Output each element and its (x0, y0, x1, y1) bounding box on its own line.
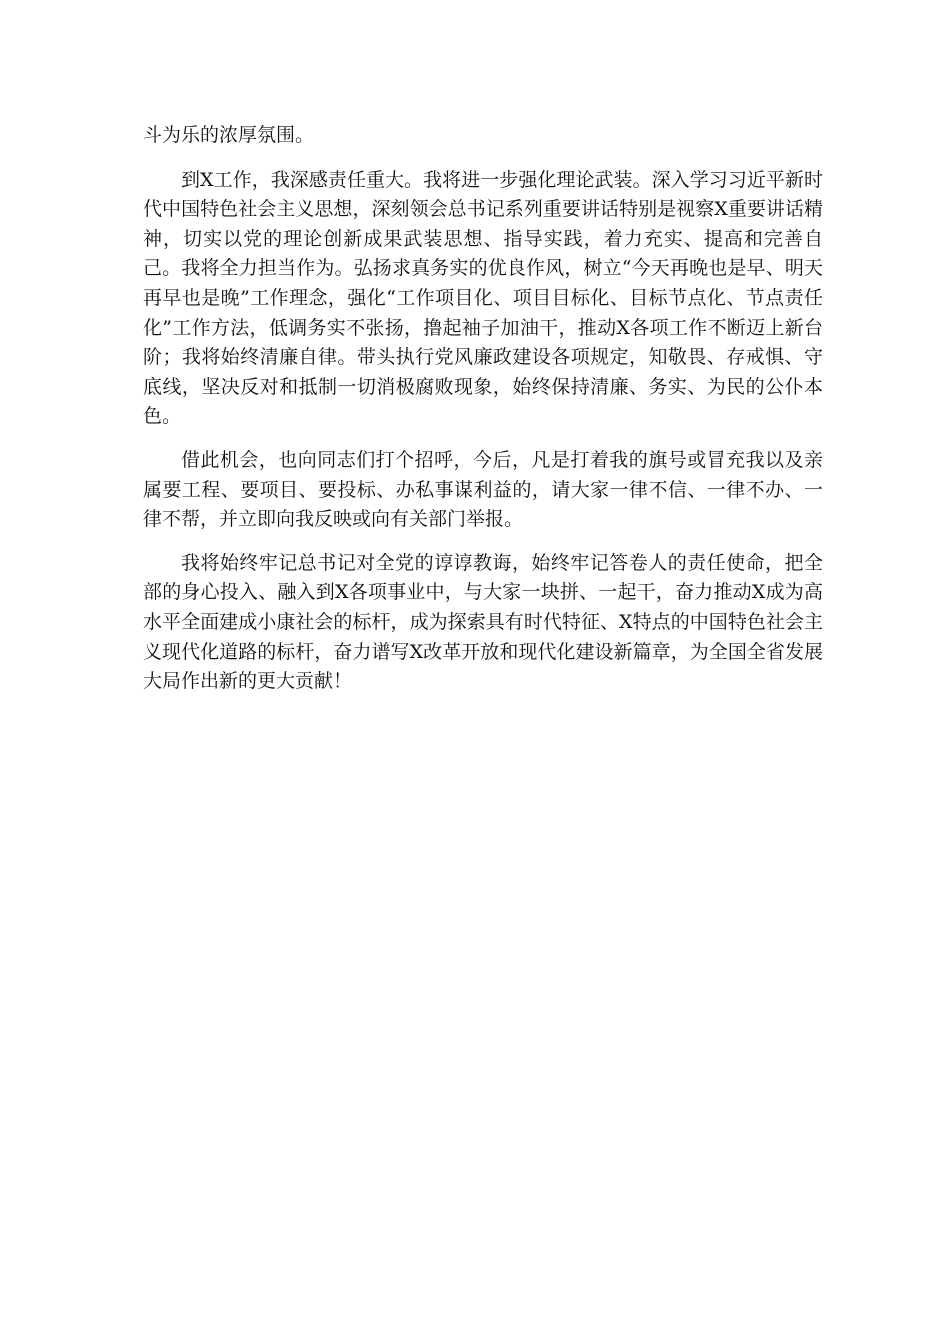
paragraph-notice: 借此机会，也向同志们打个招呼，今后，凡是打着我的旗号或冒充我以及亲属要工程、要项目、要投标、办私事谋利益的，请大家一律不信、一律不办、一律不帮，并立即向我反映或向有关部门举报。 (143, 448, 823, 531)
paragraph-conclusion: 我将始终牢记总书记对全党的谆谆教诲，始终牢记答卷人的责任使命，把全部的身心投入、融入到X各项事业中，与大家一块拼、一起干，奋力推动X成为高水平全面建成小康社会的标杆，成为探索具有时代特征、X特点的中国特色社会主义现代化道路的标杆，奋力谱写X改革开放和现代化建设新篇章，为全国全省发展大局作出新的更大贡献！ (143, 551, 823, 693)
paragraph-work-commitment: 到X工作，我深感责任重大。我将进一步强化理论武装。深入学习习近平新时代中国特色社会主义思想，深刻领会总书记系列重要讲话特别是视察X重要讲话精神，切实以党的理论创新成果武装思想、指导实践，着力充实、提高和完善自己。我将全力担当作为。弘扬求真务实的优良作风，树立“今天再晚也是早、明天再早也是晚”工作理念，强化“工作项目化、项目目标化、目标节点化、节点责任化”工作方法，低调务实不张扬，撸起袖子加油干，推动X各项工作不断迈上新台阶；我将始终清廉自律。带头执行党风廉政建设各项规定，知敬畏、存戒惧、守底线，坚决反对和抵制一切消极腐败现象，始终保持清廉、务实、为民的公仆本色。 (143, 168, 823, 428)
document-body (143, 121, 823, 711)
paragraph-continuation: 斗为乐的浓厚氛围。 (143, 124, 315, 146)
